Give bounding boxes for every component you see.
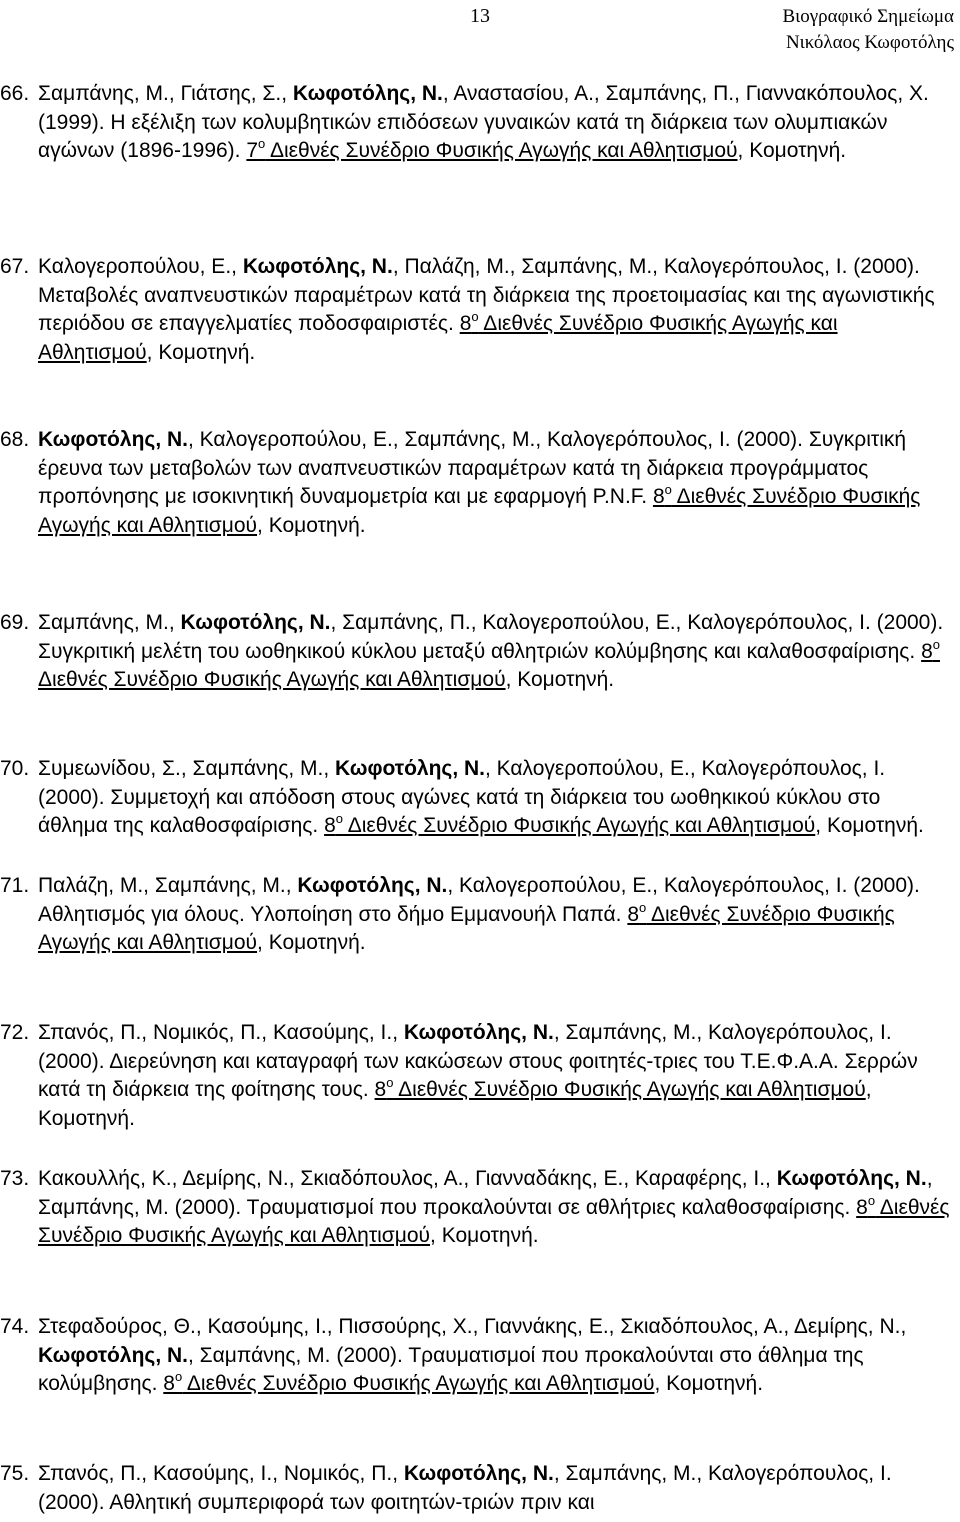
- reference-body: , Σαμπάνης, Μ. (2000). Τραυματισμοί που προκαλούνται στο άθλημα της κολύμβησης.: [38, 1343, 864, 1395]
- reference-highlighted-author: Κωφοτόλης, Ν.: [403, 1462, 554, 1485]
- reference-place: , Κομοτηνή.: [257, 513, 366, 537]
- reference-number: 73.: [0, 1167, 30, 1190]
- reference-conference: $8^o$ Διεθνές Συνέδριο Φυσικής Αγωγής και Αθλητισμού: [163, 1369, 655, 1395]
- reference-authors: Κακουλλής, Κ., Δεμίρης, Ν., Σκιαδόπουλος, Α., Γιανναδάκης, Ε., Καραφέρης, Ι.,: [38, 1167, 777, 1190]
- reference-place: , Κομοτηνή.: [146, 340, 256, 364]
- reference-conference: $7^o$ Διεθνές Συνέδριο Φυσικής Αγωγής και Αθλητισμού: [246, 136, 738, 162]
- reference-number: 75.: [0, 1462, 30, 1485]
- reference-place: , Κομοτηνή.: [737, 139, 847, 162]
- reference-conference: $8^o$ Διεθνές Συνέδριο Φυσικής Αγωγής και Αθλητισμού: [374, 1075, 866, 1101]
- reference-item-68: [0, 426, 954, 540]
- reference-conference: $8^o$ Διεθνές Συνέδριο Φυσικής Αγωγής και Αθλητισμού: [38, 309, 838, 364]
- reference-item-69: [0, 609, 954, 695]
- reference-item-73: [0, 1165, 954, 1251]
- reference-authors: Σαμπάνης, Μ., Γιάτσης, Σ.,: [38, 82, 293, 105]
- reference-place: , Κομοτηνή.: [430, 1224, 539, 1247]
- reference-authors: Σπανός, Π., Νομικός, Π., Κασούμης, Ι.,: [38, 1021, 404, 1044]
- reference-place: , Κομοτηνή.: [257, 931, 366, 954]
- reference-place: , Κομοτηνή.: [505, 668, 615, 691]
- reference-item-71: [0, 872, 954, 958]
- reference-authors: Σπανός, Π., Κασούμης, Ι., Νομικός, Π.,: [38, 1462, 404, 1485]
- reference-number: 72.: [0, 1021, 30, 1044]
- reference-body: , Καλογεροπούλου, Ε., Καλογερόπουλος, Ι. (2000). Συμμετοχή και απόδοση στους αγώνες κατά τη διάρκεια του ωοθηκικού κύκλου στο άθλημα της καλαθοσφαίρισης.: [38, 757, 886, 837]
- reference-number: 71.: [0, 874, 30, 897]
- reference-body: , Σαμπάνης, Π., Καλογεροπούλου, Ε., Καλογερόπουλος, Ι. (2000). Συγκριτική μελέτη του ωοθηκικού κύκλου μεταξύ αθλητριών κολύμβησης και καλαθοσφαίρισης.: [38, 611, 944, 663]
- reference-place: , Κομοτηνή.: [815, 814, 924, 837]
- running-header-title: Βιογραφικό Σημείωμα: [782, 6, 954, 27]
- reference-body: , Παλάζη, Μ., Σαμπάνης, Μ., Καλογερόπουλος, Ι. (2000). Μεταβολές αναπνευστικών παραμέτρων κατά τη διάρκεια της προετοιμασίας και της αγωνιστικής περιόδου σε επαγγελματίες ποδοσφαιριστές.: [38, 255, 935, 335]
- reference-highlighted-author: Κωφοτόλης, Ν.: [38, 1343, 188, 1367]
- reference-conference: $8^o$ Διεθνές Συνέδριο Φυσικής Αγωγής και Αθλητισμού: [38, 636, 940, 691]
- reference-conference: $8^o$ Διεθνές Συνέδριο Φυσικής Αγωγής και Αθλητισμού: [38, 1192, 950, 1247]
- reference-item-70: [0, 755, 954, 841]
- reference-body: , Σαμπάνης, Μ., Καλογερόπουλος, Ι. (2000). Διερεύνηση και καταγραφή των κακώσεων στους φοιτητές-τριες του Τ.Ε.Φ.Α.Α. Σερρών κατά τη διάρκεια της φοίτησης τους.: [38, 1021, 918, 1101]
- reference-number: 70.: [0, 757, 30, 780]
- reference-conference: $8^o$ Διεθνές Συνέδριο Φυσικής Αγωγής και Αθλητισμού: [324, 811, 816, 837]
- reference-number: 67.: [0, 255, 30, 278]
- reference-item-75: [0, 1460, 954, 1517]
- reference-highlighted-author: Κωφοτόλης, Ν.: [335, 757, 485, 780]
- reference-highlighted-author: Κωφοτόλης, Ν.: [776, 1167, 927, 1190]
- reference-body: , Σαμπάνης, Μ., Καλογερόπουλος, Ι. (2000). Αθλητική συμπεριφορά των φοιτητών-τριών πριν και: [38, 1462, 892, 1514]
- reference-body: , Σαμπάνης, Μ. (2000). Τραυματισμοί που προκαλούνται σε αθλήτριες καλαθοσφαίρισης.: [38, 1167, 933, 1219]
- reference-place: , Κομοτηνή.: [38, 1078, 872, 1130]
- reference-highlighted-author: Κωφοτόλης, Ν.: [38, 428, 188, 451]
- reference-authors: Καλογεροπούλου, Ε.,: [38, 255, 243, 278]
- reference-highlighted-author: Κωφοτόλης, Ν.: [403, 1021, 554, 1044]
- reference-authors: Σαμπάνης, Μ.,: [38, 611, 181, 634]
- page-number: 13: [470, 5, 490, 27]
- reference-conference: $8^o$ Διεθνές Συνέδριο Φυσικής Αγωγής και Αθλητισμού: [38, 482, 921, 537]
- reference-item-72: [0, 1019, 954, 1133]
- reference-highlighted-author: Κωφοτόλης, Ν.: [242, 255, 393, 278]
- reference-item-66: [0, 80, 954, 166]
- reference-highlighted-author: Κωφοτόλης, Ν.: [292, 82, 443, 105]
- reference-authors: Παλάζη, Μ., Σαμπάνης, Μ.,: [38, 874, 298, 897]
- reference-item-74: [0, 1313, 954, 1399]
- reference-conference: $8^o$ Διεθνές Συνέδριο Φυσικής Αγωγής και Αθλητισμού: [38, 899, 895, 954]
- reference-number: 74.: [0, 1315, 30, 1338]
- reference-authors: Συμεωνίδου, Σ., Σαμπάνης, Μ.,: [38, 757, 336, 780]
- reference-highlighted-author: Κωφοτόλης, Ν.: [180, 611, 331, 634]
- reference-item-67: [0, 253, 954, 367]
- reference-highlighted-author: Κωφοτόλης, Ν.: [297, 874, 448, 897]
- reference-authors: Στεφαδούρος, Θ., Κασούμης, Ι., Πισσούρης, Χ., Γιαννάκης, Ε., Σκιαδόπουλος, Α., Δεμίρης, Ν.,: [38, 1315, 907, 1338]
- reference-body: , Καλογεροπούλου, Ε., Σαμπάνης, Μ., Καλογερόπουλος, Ι. (2000). Συγκριτική έρευνα των μεταβολών των αναπνευστικών παραμέτρων κατά τη διάρκεια προγράμματος προπόνησης με ισοκινητική δυναμομετρία και με εφαρμογή P.N.F.: [38, 428, 907, 508]
- reference-body: , Καλογεροπούλου, Ε., Καλογερόπουλος, Ι. (2000). Αθλητισμός για όλους. Υλοποίηση στο δήμο Εμμανουήλ Παπά.: [38, 874, 920, 926]
- reference-number: 69.: [0, 611, 30, 634]
- reference-place: , Κομοτηνή.: [654, 1372, 764, 1395]
- running-header-author: Νικόλαος Κωφοτόλης: [785, 32, 954, 53]
- reference-number: 68.: [0, 428, 30, 451]
- reference-number: 66.: [0, 82, 30, 105]
- reference-body: , Αναστασίου, Α., Σαμπάνης, Π., Γιαννακόπουλος, Χ. (1999). Η εξέλιξη των κολυμβητικών επιδόσεων γυναικών κατά τη διάρκεια των ολυμπιακών αγώνων (1896-1996).: [38, 82, 929, 162]
